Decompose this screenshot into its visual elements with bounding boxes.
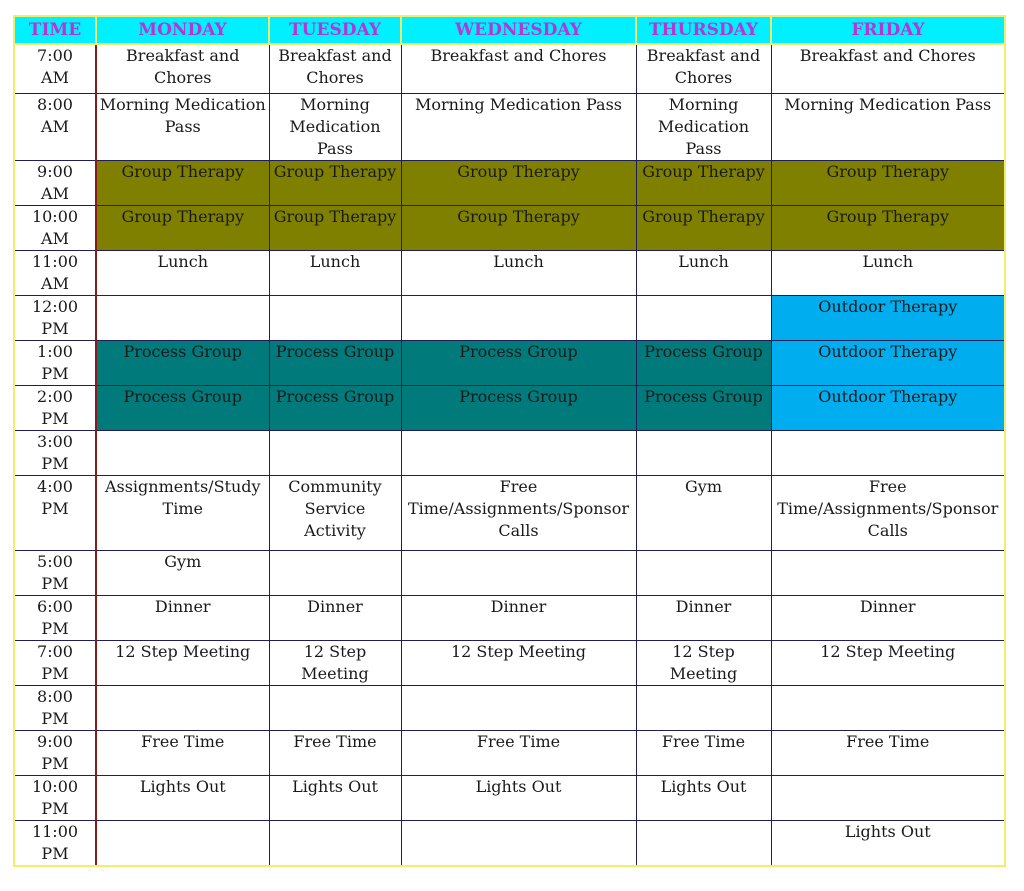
activity-cell-tuesday: Process Group	[269, 385, 401, 430]
time-cell	[14, 475, 96, 550]
activity-cell-monday: Assignments/Study Time	[96, 475, 269, 550]
schedule-row	[14, 93, 1005, 160]
activity-cell-monday	[96, 820, 269, 866]
schedule-row	[14, 160, 1005, 205]
activity-cell-wednesday: Group Therapy	[401, 205, 636, 250]
time-cell	[14, 640, 96, 685]
activity-cell-thursday: 12 Step Meeting	[636, 640, 771, 685]
time-hour: 10:00	[31, 206, 79, 226]
time-cell	[14, 160, 96, 205]
header-friday: FRIDAY	[771, 16, 1005, 44]
activity-cell-monday: 12 Step Meeting	[96, 640, 269, 685]
activity-cell-tuesday: Group Therapy	[269, 205, 401, 250]
activity-cell-wednesday: Group Therapy	[401, 160, 636, 205]
activity-cell-thursday	[636, 685, 771, 730]
activity-cell-friday: Outdoor Therapy	[771, 340, 1005, 385]
activity-cell-monday: Process Group	[96, 340, 269, 385]
activity-cell-tuesday: Process Group	[269, 340, 401, 385]
time-hour: 10:00	[31, 776, 79, 796]
time-meridiem: PM	[41, 708, 69, 728]
time-hour: 9:00	[37, 161, 73, 181]
activity-cell-wednesday: Free Time	[401, 730, 636, 775]
activity-cell-friday: 12 Step Meeting	[771, 640, 1005, 685]
activity-cell-tuesday: Lights Out	[269, 775, 401, 820]
schedule-row	[14, 550, 1005, 595]
schedule-row	[14, 775, 1005, 820]
activity-cell-monday: Lunch	[96, 250, 269, 295]
schedule-row	[14, 385, 1005, 430]
time-meridiem: PM	[41, 843, 69, 863]
activity-cell-wednesday: Dinner	[401, 595, 636, 640]
activity-cell-thursday: Gym	[636, 475, 771, 550]
schedule-row	[14, 295, 1005, 340]
time-cell	[14, 295, 96, 340]
time-hour: 1:00	[37, 341, 73, 361]
time-meridiem: PM	[41, 363, 69, 383]
time-cell	[14, 550, 96, 595]
time-meridiem: PM	[41, 753, 69, 773]
time-meridiem: PM	[41, 798, 69, 818]
activity-cell-monday: Lights Out	[96, 775, 269, 820]
activity-cell-monday: Gym	[96, 550, 269, 595]
activity-cell-thursday: Breakfast and Chores	[636, 44, 771, 93]
activity-cell-tuesday: Dinner	[269, 595, 401, 640]
schedule-row	[14, 250, 1005, 295]
activity-cell-friday: Breakfast and Chores	[771, 44, 1005, 93]
time-hour: 4:00	[37, 476, 73, 496]
activity-cell-tuesday: Breakfast and Chores	[269, 44, 401, 93]
activity-cell-thursday: Process Group	[636, 385, 771, 430]
schedule-row	[14, 475, 1005, 550]
activity-cell-wednesday	[401, 820, 636, 866]
activity-cell-wednesday	[401, 430, 636, 475]
activity-cell-monday: Free Time	[96, 730, 269, 775]
time-hour: 3:00	[37, 431, 73, 451]
schedule-row	[14, 595, 1005, 640]
time-cell	[14, 595, 96, 640]
header-monday: MONDAY	[96, 16, 269, 44]
activity-cell-monday: Process Group	[96, 385, 269, 430]
schedule-row	[14, 640, 1005, 685]
activity-cell-wednesday: Process Group	[401, 385, 636, 430]
schedule-row	[14, 730, 1005, 775]
time-cell	[14, 775, 96, 820]
activity-cell-friday: Outdoor Therapy	[771, 385, 1005, 430]
activity-cell-wednesday	[401, 550, 636, 595]
activity-cell-thursday: Lights Out	[636, 775, 771, 820]
activity-cell-friday: Morning Medication Pass	[771, 93, 1005, 160]
schedule-row	[14, 820, 1005, 866]
time-meridiem: AM	[41, 183, 69, 203]
activity-cell-monday	[96, 430, 269, 475]
activity-cell-thursday: Free Time	[636, 730, 771, 775]
activity-cell-friday: Lights Out	[771, 820, 1005, 866]
time-cell	[14, 820, 96, 866]
time-meridiem: PM	[41, 453, 69, 473]
activity-cell-thursday	[636, 820, 771, 866]
activity-cell-friday	[771, 685, 1005, 730]
time-meridiem: AM	[41, 116, 69, 136]
time-meridiem: AM	[41, 228, 69, 248]
header-thursday: THURSDAY	[636, 16, 771, 44]
time-cell	[14, 93, 96, 160]
activity-cell-monday: Dinner	[96, 595, 269, 640]
schedule-row	[14, 340, 1005, 385]
time-hour: 7:00	[37, 641, 73, 661]
time-hour: 12:00	[31, 296, 79, 316]
activity-cell-wednesday: Lunch	[401, 250, 636, 295]
activity-cell-tuesday	[269, 820, 401, 866]
activity-cell-thursday: Process Group	[636, 340, 771, 385]
activity-cell-monday: Morning Medication Pass	[96, 93, 269, 160]
time-cell	[14, 44, 96, 93]
activity-cell-monday: Breakfast and Chores	[96, 44, 269, 93]
time-cell	[14, 250, 96, 295]
time-meridiem: PM	[41, 408, 69, 428]
activity-cell-tuesday	[269, 685, 401, 730]
activity-cell-tuesday: Morning Medication Pass	[269, 93, 401, 160]
time-meridiem: PM	[41, 663, 69, 683]
activity-cell-friday: Dinner	[771, 595, 1005, 640]
time-meridiem: PM	[41, 618, 69, 638]
activity-cell-tuesday: 12 Step Meeting	[269, 640, 401, 685]
activity-cell-wednesday: Breakfast and Chores	[401, 44, 636, 93]
activity-cell-thursday	[636, 430, 771, 475]
activity-cell-tuesday	[269, 295, 401, 340]
header-row	[14, 16, 1005, 44]
time-meridiem: PM	[41, 318, 69, 338]
time-meridiem: PM	[41, 573, 69, 593]
time-meridiem: AM	[41, 273, 69, 293]
weekly-schedule-table	[13, 15, 1006, 867]
activity-cell-tuesday	[269, 430, 401, 475]
time-meridiem: PM	[41, 498, 69, 518]
activity-cell-friday: Free Time	[771, 730, 1005, 775]
activity-cell-friday: Group Therapy	[771, 205, 1005, 250]
activity-cell-friday	[771, 550, 1005, 595]
activity-cell-friday: Lunch	[771, 250, 1005, 295]
time-cell	[14, 430, 96, 475]
activity-cell-wednesday: Morning Medication Pass	[401, 93, 636, 160]
activity-cell-friday: Outdoor Therapy	[771, 295, 1005, 340]
activity-cell-monday	[96, 685, 269, 730]
time-meridiem: AM	[41, 68, 69, 87]
time-hour: 2:00	[37, 386, 73, 406]
header-wednesday: WEDNESDAY	[401, 16, 636, 44]
time-cell	[14, 730, 96, 775]
schedule-row	[14, 205, 1005, 250]
activity-cell-friday	[771, 775, 1005, 820]
activity-cell-thursday	[636, 295, 771, 340]
time-hour: 6:00	[37, 596, 73, 616]
activity-cell-monday	[96, 295, 269, 340]
time-hour: 5:00	[37, 551, 73, 571]
activity-cell-thursday: Dinner	[636, 595, 771, 640]
header-time: TIME	[14, 16, 96, 44]
activity-cell-tuesday: Group Therapy	[269, 160, 401, 205]
time-hour: 11:00	[31, 821, 79, 841]
header-tuesday: TUESDAY	[269, 16, 401, 44]
activity-cell-wednesday: 12 Step Meeting	[401, 640, 636, 685]
schedule-row	[14, 685, 1005, 730]
activity-cell-wednesday	[401, 685, 636, 730]
time-hour: 11:00	[31, 251, 79, 271]
schedule-row	[14, 430, 1005, 475]
time-hour: 8:00	[37, 686, 73, 706]
activity-cell-thursday: Group Therapy	[636, 160, 771, 205]
activity-cell-friday	[771, 430, 1005, 475]
activity-cell-friday: Group Therapy	[771, 160, 1005, 205]
activity-cell-tuesday: Lunch	[269, 250, 401, 295]
activity-cell-thursday: Group Therapy	[636, 205, 771, 250]
time-cell	[14, 685, 96, 730]
time-hour: 8:00	[37, 94, 73, 114]
activity-cell-wednesday: Lights Out	[401, 775, 636, 820]
activity-cell-wednesday: Free Time/Assignments/Sponsor Calls	[401, 475, 636, 550]
activity-cell-thursday	[636, 550, 771, 595]
time-cell	[14, 340, 96, 385]
activity-cell-tuesday: Community Service Activity	[269, 475, 401, 550]
activity-cell-tuesday: Free Time	[269, 730, 401, 775]
activity-cell-monday: Group Therapy	[96, 160, 269, 205]
time-cell	[14, 205, 96, 250]
time-cell	[14, 385, 96, 430]
activity-cell-thursday: Lunch	[636, 250, 771, 295]
activity-cell-monday: Group Therapy	[96, 205, 269, 250]
time-hour: 7:00	[37, 46, 73, 65]
activity-cell-wednesday	[401, 295, 636, 340]
activity-cell-wednesday: Process Group	[401, 340, 636, 385]
activity-cell-thursday: Morning Medication Pass	[636, 93, 771, 160]
activity-cell-tuesday	[269, 550, 401, 595]
time-hour: 9:00	[37, 731, 73, 751]
schedule-row	[14, 44, 1005, 93]
activity-cell-friday: Free Time/Assignments/Sponsor Calls	[771, 475, 1005, 550]
